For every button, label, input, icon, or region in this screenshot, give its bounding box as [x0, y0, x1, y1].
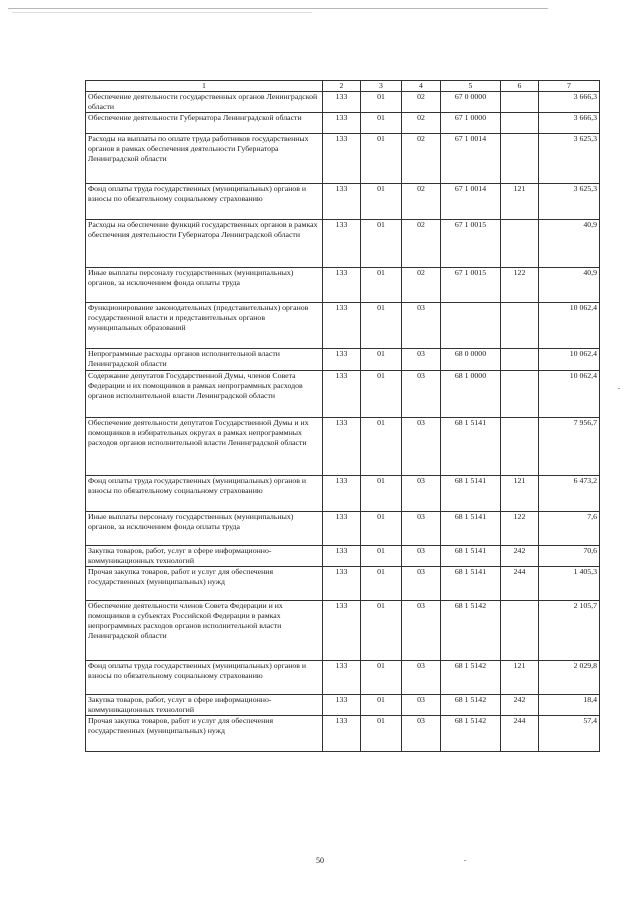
code-expense-type-cell: 244 [501, 567, 539, 601]
code-subsection-cell: 03 [402, 716, 441, 752]
code-subsection-cell: 02 [402, 268, 441, 303]
code-expense-type-cell: 121 [501, 476, 539, 512]
code-target-cell: 67 1 0014 [441, 134, 501, 184]
amount-cell: 7 956,7 [539, 418, 600, 476]
amount-cell: 10 062,4 [539, 349, 600, 371]
row-name-cell: Фонд оплаты труда государственных (муниципальных) органов и взносы по обязательному социальному страхованию [86, 184, 323, 220]
code-section-cell: 01 [361, 371, 402, 418]
amount-cell: 70,6 [539, 546, 600, 567]
code-admin-cell: 133 [323, 661, 361, 695]
code-target-cell: 67 1 0014 [441, 184, 501, 220]
code-target-cell: 68 1 5141 [441, 567, 501, 601]
table-row [86, 303, 600, 349]
code-expense-type-cell: 242 [501, 695, 539, 716]
code-target-cell: 67 1 0000 [441, 113, 501, 134]
code-target-cell: 68 1 5142 [441, 661, 501, 695]
code-subsection-cell: 03 [402, 349, 441, 371]
amount-cell: 2 029,8 [539, 661, 600, 695]
code-admin-cell: 133 [323, 349, 361, 371]
amount-cell: 3 666,3 [539, 92, 600, 113]
amount-cell: 40,9 [539, 268, 600, 303]
code-admin-cell: 133 [323, 134, 361, 184]
code-subsection-cell: 03 [402, 601, 441, 661]
code-target-cell: 68 1 5142 [441, 601, 501, 661]
code-section-cell: 01 [361, 134, 402, 184]
table-row [86, 349, 600, 371]
code-expense-type-cell: 121 [501, 184, 539, 220]
code-admin-cell: 133 [323, 567, 361, 601]
scan-edge-line [8, 8, 548, 9]
code-section-cell: 01 [361, 92, 402, 113]
code-subsection-cell: 03 [402, 418, 441, 476]
row-name-cell: Закупка товаров, работ, услуг в сфере информационно-коммуникационных технологий [86, 695, 323, 716]
code-section-cell: 01 [361, 184, 402, 220]
table-row [86, 695, 600, 716]
code-expense-type-cell: 121 [501, 661, 539, 695]
code-admin-cell: 133 [323, 113, 361, 134]
scan-edge-line [12, 12, 312, 13]
code-admin-cell: 133 [323, 546, 361, 567]
header-cell: 1 [86, 81, 323, 92]
scan-speck [618, 388, 620, 389]
code-expense-type-cell: 242 [501, 546, 539, 567]
page-number: 50 [316, 856, 324, 865]
code-expense-type-cell [501, 303, 539, 349]
header-cell: 2 [323, 81, 361, 92]
code-subsection-cell: 03 [402, 546, 441, 567]
code-subsection-cell: 03 [402, 567, 441, 601]
code-target-cell: 68 1 5141 [441, 418, 501, 476]
table-row [86, 184, 600, 220]
header-cell: 4 [402, 81, 441, 92]
row-name-cell: Содержание депутатов Государственной Думы, членов Совета Федерации и их помощников в рамках непрограммных расходов органов исполнительной власти Ленинградской области [86, 371, 323, 418]
code-expense-type-cell [501, 601, 539, 661]
amount-cell: 3 625,3 [539, 184, 600, 220]
code-target-cell: 67 0 0000 [441, 92, 501, 113]
amount-cell: 6 473,2 [539, 476, 600, 512]
table-row [86, 113, 600, 134]
code-subsection-cell: 03 [402, 512, 441, 546]
table-row [86, 661, 600, 695]
row-name-cell: Фонд оплаты труда государственных (муниципальных) органов и взносы по обязательному социальному страхованию [86, 476, 323, 512]
table-row [86, 92, 600, 113]
code-admin-cell: 133 [323, 601, 361, 661]
code-expense-type-cell: 122 [501, 268, 539, 303]
code-subsection-cell: 02 [402, 220, 441, 268]
code-admin-cell: 133 [323, 303, 361, 349]
table-row [86, 418, 600, 476]
row-name-cell: Иные выплаты персоналу государственных (муниципальных) органов, за исключением фонда оплаты труда [86, 268, 323, 303]
table-row [86, 476, 600, 512]
code-subsection-cell: 02 [402, 113, 441, 134]
amount-cell: 18,4 [539, 695, 600, 716]
code-admin-cell: 133 [323, 418, 361, 476]
amount-cell: 7,6 [539, 512, 600, 546]
code-subsection-cell: 03 [402, 661, 441, 695]
code-section-cell: 01 [361, 220, 402, 268]
code-subsection-cell: 03 [402, 695, 441, 716]
code-expense-type-cell [501, 113, 539, 134]
code-section-cell: 01 [361, 512, 402, 546]
code-target-cell: 68 1 0000 [441, 371, 501, 418]
budget-table [85, 80, 600, 752]
code-section-cell: 01 [361, 113, 402, 134]
table-row [86, 567, 600, 601]
code-admin-cell: 133 [323, 220, 361, 268]
code-target-cell: 68 1 5141 [441, 546, 501, 567]
code-target-cell: 67 1 0015 [441, 220, 501, 268]
code-admin-cell: 133 [323, 268, 361, 303]
amount-cell: 1 405,3 [539, 567, 600, 601]
table-header-row [86, 81, 600, 92]
row-name-cell: Функционирование законодательных (представительных) органов государственной власти и представительных органов муниципальных образований [86, 303, 323, 349]
header-cell: 5 [441, 81, 501, 92]
table-row [86, 716, 600, 752]
row-name-cell: Расходы на выплаты по оплате труда работников государственных органов в рамках обеспечения деятельности Губернатора Ленинградской области [86, 134, 323, 184]
table-row [86, 220, 600, 268]
table-row [86, 546, 600, 567]
row-name-cell: Обеспечение деятельности депутатов Государственной Думы и их помощников в избирательных округах в рамках непрограммных расходов органов исполнительной власти Ленинградской области [86, 418, 323, 476]
row-name-cell: Обеспечение деятельности членов Совета Федерации и их помощников в субъектах Российской Федерации в рамках непрограммных расходов органов исполнительной власти Ленинградской области [86, 601, 323, 661]
code-admin-cell: 133 [323, 371, 361, 418]
code-subsection-cell: 03 [402, 303, 441, 349]
code-admin-cell: 133 [323, 512, 361, 546]
code-expense-type-cell [501, 349, 539, 371]
code-subsection-cell: 02 [402, 134, 441, 184]
code-subsection-cell: 03 [402, 371, 441, 418]
header-cell: 7 [539, 81, 600, 92]
code-admin-cell: 133 [323, 695, 361, 716]
code-subsection-cell: 03 [402, 476, 441, 512]
code-target-cell: 68 0 0000 [441, 349, 501, 371]
code-section-cell: 01 [361, 349, 402, 371]
code-expense-type-cell: 122 [501, 512, 539, 546]
code-target-cell [441, 303, 501, 349]
code-expense-type-cell [501, 92, 539, 113]
code-section-cell: 01 [361, 268, 402, 303]
row-name-cell: Прочая закупка товаров, работ и услуг для обеспечения государственных (муниципальных) нужд [86, 716, 323, 752]
row-name-cell: Обеспечение деятельности Губернатора Ленинградской области [86, 113, 323, 134]
table-row [86, 371, 600, 418]
code-admin-cell: 133 [323, 184, 361, 220]
code-section-cell: 01 [361, 567, 402, 601]
row-name-cell: Прочая закупка товаров, работ и услуг для обеспечения государственных (муниципальных) нужд [86, 567, 323, 601]
amount-cell: 3 666,3 [539, 113, 600, 134]
code-expense-type-cell [501, 371, 539, 418]
amount-cell: 10 062,4 [539, 303, 600, 349]
code-section-cell: 01 [361, 476, 402, 512]
code-subsection-cell: 02 [402, 92, 441, 113]
code-target-cell: 67 1 0015 [441, 268, 501, 303]
code-subsection-cell: 02 [402, 184, 441, 220]
row-name-cell: Иные выплаты персоналу государственных (муниципальных) органов, за исключением фонда оплаты труда [86, 512, 323, 546]
row-name-cell: Закупка товаров, работ, услуг в сфере информационно-коммуникационных технологий [86, 546, 323, 567]
row-name-cell: Фонд оплаты труда государственных (муниципальных) органов и взносы по обязательному социальному страхованию [86, 661, 323, 695]
code-admin-cell: 133 [323, 716, 361, 752]
table-row [86, 512, 600, 546]
code-target-cell: 68 1 5142 [441, 695, 501, 716]
code-section-cell: 01 [361, 601, 402, 661]
code-section-cell: 01 [361, 418, 402, 476]
code-expense-type-cell [501, 220, 539, 268]
row-name-cell: Обеспечение деятельности государственных органов Ленинградской области [86, 92, 323, 113]
header-cell: 3 [361, 81, 402, 92]
amount-cell: 2 105,7 [539, 601, 600, 661]
row-name-cell: Непрограммные расходы органов исполнительной власти Ленинградской области [86, 349, 323, 371]
header-cell: 6 [501, 81, 539, 92]
table-row [86, 134, 600, 184]
code-admin-cell: 133 [323, 92, 361, 113]
code-admin-cell: 133 [323, 476, 361, 512]
table-row [86, 601, 600, 661]
amount-cell: 10 062,4 [539, 371, 600, 418]
code-section-cell: 01 [361, 716, 402, 752]
code-expense-type-cell [501, 418, 539, 476]
code-target-cell: 68 1 5142 [441, 716, 501, 752]
code-target-cell: 68 1 5141 [441, 476, 501, 512]
amount-cell: 57,4 [539, 716, 600, 752]
code-section-cell: 01 [361, 661, 402, 695]
code-target-cell: 68 1 5141 [441, 512, 501, 546]
code-expense-type-cell [501, 134, 539, 184]
code-section-cell: 01 [361, 695, 402, 716]
amount-cell: 3 625,3 [539, 134, 600, 184]
code-section-cell: 01 [361, 303, 402, 349]
amount-cell: 40,9 [539, 220, 600, 268]
code-section-cell: 01 [361, 546, 402, 567]
row-name-cell: Расходы на обеспечение функций государственных органов в рамках обеспечения деятельности Губернатора Ленинградской области [86, 220, 323, 268]
code-expense-type-cell: 244 [501, 716, 539, 752]
table-row [86, 268, 600, 303]
